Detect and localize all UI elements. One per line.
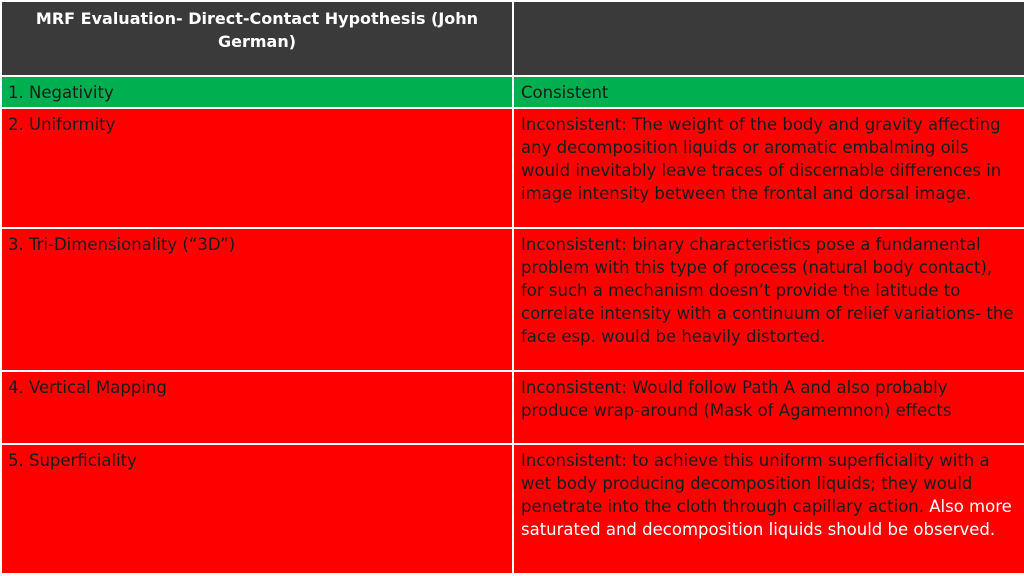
criterion-cell <box>1 371 513 444</box>
assessment-text <box>514 445 1024 544</box>
assessment-cell <box>513 371 1024 444</box>
assessment-text: Inconsistent: Would follow Path A and also probably produce wrap-around (Mask of Agamemnon) effects <box>521 378 952 420</box>
table-row-tri-dimensionality <box>1 228 1024 371</box>
table-row-uniformity <box>1 108 1024 228</box>
criterion-cell <box>1 444 513 574</box>
assessment-text: Inconsistent: binary characteristics pose a fundamental problem with this type of process (natural body contact), for such a mechanism doesn’t provide the latitude to correlate intensity with a continuum of relief variations- the face esp. would be heavily distorted. <box>521 235 1014 346</box>
criterion-label: 1. Negativity <box>8 83 114 102</box>
assessment-cell <box>513 228 1024 371</box>
assessment-text-part2: Also more saturated and decomposition liquids should be observed. <box>521 497 1012 539</box>
table-row-negativity <box>1 76 1024 108</box>
criterion-cell <box>1 108 513 228</box>
assessment-cell <box>513 76 1024 108</box>
table-header-row <box>1 1 1024 76</box>
assessment-cell <box>513 108 1024 228</box>
assessment-cell <box>513 444 1024 574</box>
table-row-vertical-mapping <box>1 371 1024 444</box>
criterion-label: 2. Uniformity <box>8 115 116 134</box>
table-row-superficiality <box>1 444 1024 574</box>
table-title: MRF Evaluation- Direct-Contact Hypothesis (John German) <box>35 9 479 51</box>
criterion-cell <box>1 228 513 371</box>
header-col2 <box>514 2 1024 7</box>
header-title-cell <box>1 1 513 76</box>
criterion-label: 5. Superficiality <box>8 451 137 470</box>
criterion-label: 3. Tri-Dimensionality (“3D”) <box>8 235 236 254</box>
assessment-text-part1: Inconsistent: to achieve this uniform superficiality with a wet body producing decomposition liquids; they would penetrate into the cloth through capillary action. <box>521 451 990 516</box>
assessment-text: Inconsistent: The weight of the body and gravity affecting any decomposition liquids or aromatic embalming oils would inevitably leave traces of discernable differences in image intensity between the frontal and dorsal image. <box>521 115 1002 203</box>
criterion-label: 4. Vertical Mapping <box>8 378 167 397</box>
header-empty-cell <box>513 1 1024 76</box>
assessment-text: Consistent <box>521 83 609 102</box>
criterion-cell <box>1 76 513 108</box>
